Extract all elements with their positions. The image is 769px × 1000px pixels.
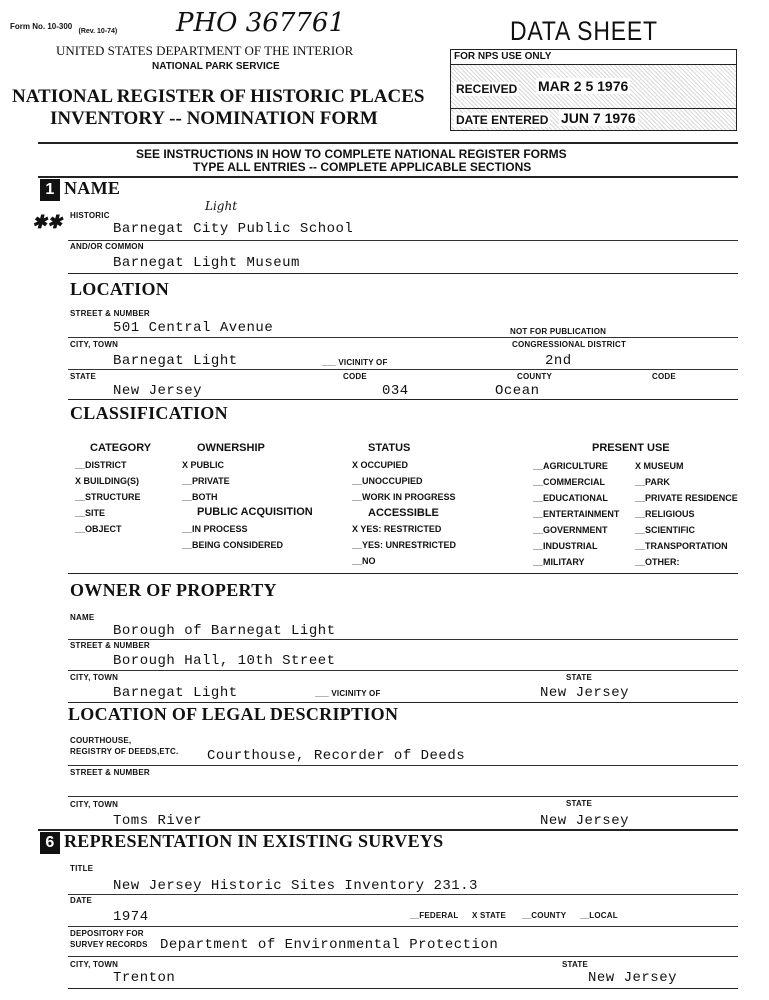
registry-value: Courthouse, Recorder of Deeds [207, 748, 466, 764]
present-use-option: __OTHER: [635, 557, 680, 567]
category-option: __STRUCTURE [75, 492, 141, 502]
owner-vicinity-label: ___ VICINITY OF [315, 689, 381, 698]
present-use-option: __COMMERCIAL [533, 477, 606, 487]
survey-date-label: DATE [70, 896, 92, 905]
ownership-list [182, 460, 230, 508]
handwritten-note: Light [205, 199, 238, 213]
survey-title: New Jersey Historic Sites Inventory 231.3 [113, 878, 478, 894]
accessible-option: X YES: RESTRICTED [352, 524, 442, 534]
registry-label: REGISTRY OF DEEDS,ETC. [70, 747, 179, 756]
ownership-option: X PUBLIC [182, 460, 225, 470]
courthouse-label: COURTHOUSE, [70, 736, 132, 745]
owner-name-label: NAME [70, 613, 95, 622]
acquisition-list [182, 524, 283, 556]
survey-city-label: CITY, TOWN [70, 960, 119, 969]
present-use-option: __SCIENTIFIC [635, 525, 696, 535]
nps-use-label: FOR NPS USE ONLY [454, 51, 552, 62]
present-use-option: __INDUSTRIAL [533, 541, 598, 551]
category-option: __SITE [75, 508, 106, 518]
present-use-list-2 [635, 461, 738, 573]
congressional-district: 2nd [545, 353, 572, 369]
legal-city: Toms River [113, 813, 203, 829]
common-name-label: AND/OR COMMON [70, 242, 144, 251]
form-number: Form No. 10-300 (Rev. 10-74) [10, 22, 118, 35]
code-label: CODE [343, 372, 367, 381]
service: NATIONAL PARK SERVICE [152, 61, 280, 72]
owner-city-label: CITY, TOWN [70, 673, 119, 682]
instructions-line-2: TYPE ALL ENTRIES -- COMPLETE APPLICABLE SECTIONS [193, 160, 532, 174]
owner-street-label: STREET & NUMBER [70, 641, 150, 650]
survey-county: __COUNTY [522, 911, 567, 920]
section-number-6: 6 [40, 832, 60, 854]
section-number-1: 1 [40, 179, 60, 201]
ownership-heading: OWNERSHIP [197, 442, 265, 454]
present-use-option: __ENTERTAINMENT [533, 509, 620, 519]
legal-street-label: STREET & NUMBER [70, 768, 150, 777]
historic-label: HISTORIC [70, 211, 110, 220]
survey-city: Trenton [113, 970, 176, 986]
form-title-1: NATIONAL REGISTER OF HISTORIC PLACES [12, 86, 425, 107]
handwritten-id: PHO 367761 [176, 8, 345, 38]
asterisk-mark: ✱✱ [32, 212, 63, 233]
section-surveys-title: 6 REPRESENTATION IN EXISTING SURVEYS [40, 831, 444, 854]
status-list [352, 460, 456, 508]
owner-street: Borough Hall, 10th Street [113, 653, 336, 669]
common-name: Barnegat Light Museum [113, 255, 300, 271]
present-use-option: __TRANSPORTATION [635, 541, 728, 551]
category-heading: CATEGORY [90, 442, 152, 454]
depository-label: DEPOSITORY FOR [70, 929, 144, 938]
department: UNITED STATES DEPARTMENT OF THE INTERIOR [56, 43, 354, 58]
present-use-option: __AGRICULTURE [533, 461, 608, 471]
present-use-option: X MUSEUM [635, 461, 684, 471]
state-label: STATE [70, 372, 97, 381]
state-code: 034 [382, 383, 409, 399]
ownership-option: __PRIVATE [182, 476, 230, 486]
acquisition-option: __BEING CONSIDERED [182, 540, 284, 550]
present-use-option: __PARK [635, 477, 670, 487]
section-rule [38, 176, 738, 178]
category-option: __DISTRICT [75, 460, 127, 470]
status-option: X OCCUPIED [352, 460, 409, 470]
present-use-option: __PRIVATE RESIDENCE [635, 493, 738, 503]
section-legal-title: LOCATION OF LEGAL DESCRIPTION [68, 704, 399, 724]
received-date: MAR 2 5 1976 [538, 78, 629, 94]
vicinity-label: ___ VICINITY OF [322, 358, 388, 367]
county-label: COUNTY [517, 372, 552, 381]
survey-records-label: SURVEY RECORDS [70, 940, 148, 949]
congressional-district-label: CONGRESSIONAL DISTRICT [512, 340, 627, 349]
category-option: __OBJECT [75, 524, 122, 534]
present-use-list-1 [533, 461, 619, 573]
survey-state-label: STATE [562, 960, 589, 969]
survey-state: New Jersey [588, 970, 678, 986]
status-heading: STATUS [368, 442, 411, 454]
header-rule [38, 142, 738, 144]
acquisition-option: __IN PROCESS [182, 524, 248, 534]
state-value: New Jersey [113, 383, 203, 399]
public-acquisition-heading: PUBLIC ACQUISITION [197, 506, 313, 518]
survey-federal: __FEDERAL [410, 911, 459, 920]
present-use-option: __GOVERNMENT [533, 525, 608, 535]
not-for-publication: NOT FOR PUBLICATION [510, 327, 607, 336]
section-location-title: LOCATION [70, 279, 170, 299]
city-label: CITY, TOWN [70, 340, 119, 349]
survey-local: __LOCAL [580, 911, 618, 920]
legal-state: New Jersey [540, 813, 630, 829]
present-use-option: __RELIGIOUS [635, 509, 695, 519]
accessible-list [352, 524, 456, 572]
city-value: Barnegat Light [113, 353, 238, 369]
present-use-option: __MILITARY [533, 557, 585, 567]
legal-city-label: CITY, TOWN [70, 800, 119, 809]
date-entered-label: DATE ENTERED [456, 113, 549, 127]
present-use-heading: PRESENT USE [592, 442, 670, 454]
section-name-title: 1 NAME [40, 178, 120, 201]
accessible-option: __YES: UNRESTRICTED [352, 540, 457, 550]
street-address: 501 Central Avenue [113, 320, 274, 336]
county-value: Ocean [495, 383, 540, 399]
historic-name: Barnegat City Public School [113, 221, 354, 237]
instructions-line-1: SEE INSTRUCTIONS IN HOW TO COMPLETE NATIONAL REGISTER FORMS [136, 147, 567, 161]
nps-use-box [450, 49, 737, 131]
section-classification-title: CLASSIFICATION [70, 403, 228, 423]
category-option: X BUILDING(S) [75, 476, 139, 486]
form-title-2: INVENTORY -- NOMINATION FORM [50, 108, 378, 129]
owner-name: Borough of Barnegat Light [113, 623, 336, 639]
owner-city: Barnegat Light [113, 685, 238, 701]
category-list [75, 460, 141, 540]
depository-value: Department of Environmental Protection [160, 937, 499, 953]
accessible-heading: ACCESSIBLE [368, 507, 439, 519]
owner-state-label: STATE [566, 673, 593, 682]
street-label: STREET & NUMBER [70, 309, 150, 318]
legal-state-label: STATE [566, 799, 593, 808]
owner-state: New Jersey [540, 685, 630, 701]
status-option: __UNOCCUPIED [352, 476, 423, 486]
date-entered: JUN 7 1976 [561, 110, 636, 126]
data-sheet-title: DATA SHEET [510, 16, 658, 46]
survey-state-checked: X STATE [472, 911, 506, 920]
county-code-label: CODE [652, 372, 676, 381]
accessible-option: __NO [352, 556, 376, 566]
ownership-option: __BOTH [182, 492, 218, 502]
present-use-option: __EDUCATIONAL [533, 493, 608, 503]
survey-date: 1974 [113, 909, 149, 925]
received-label: RECEIVED [456, 82, 518, 96]
survey-title-label: TITLE [70, 864, 94, 873]
section-owner-title: OWNER OF PROPERTY [70, 580, 277, 600]
status-option: __WORK IN PROGRESS [352, 492, 456, 502]
